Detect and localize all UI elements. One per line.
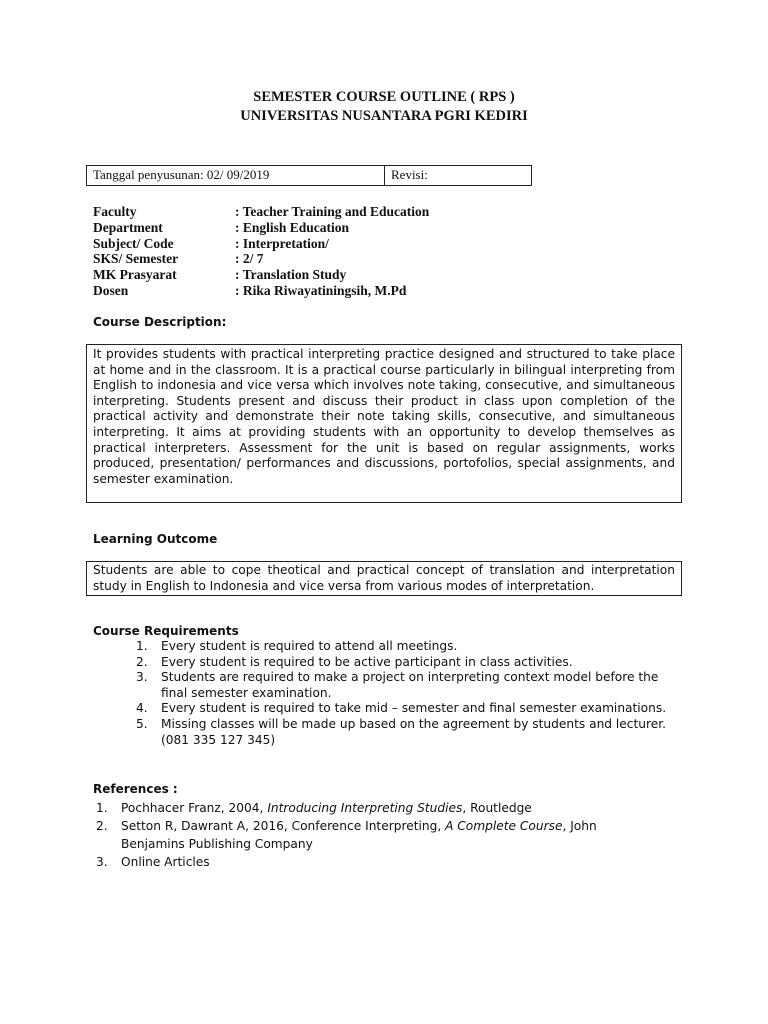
- list-item: [136, 717, 676, 748]
- references-heading: References :: [93, 782, 178, 796]
- info-row-faculty: [93, 204, 429, 220]
- info-row-prerequisite: [93, 267, 429, 283]
- list-text: Every student is required to be active participant in class activities.: [161, 654, 573, 669]
- learning-outcome-box: Students are able to cope theotical and practical concept of translation and interpretation study in English to Indonesia and vice versa from various modes of interpretation.: [86, 561, 682, 596]
- university-name: UNIVERSITAS NUSANTARA PGRI KEDIRI: [240, 108, 528, 124]
- info-row-lecturer: [93, 283, 429, 299]
- reference-text: [121, 800, 532, 818]
- references-list: [96, 800, 656, 871]
- list-item: [96, 854, 656, 872]
- reference-text: [121, 818, 656, 853]
- info-value: : Translation Study: [235, 267, 347, 283]
- list-number: 5.: [136, 716, 148, 731]
- list-item: [136, 670, 676, 701]
- reference-post: , John Benjamins Publishing Company: [121, 819, 597, 851]
- list-number: 2.: [136, 654, 148, 669]
- info-key: Dosen: [93, 282, 129, 298]
- revision-field: Revisi:: [391, 167, 428, 182]
- list-number: 2.: [96, 819, 108, 834]
- list-number: 4.: [136, 701, 148, 716]
- learning-outcome-heading: Learning Outcome: [93, 532, 218, 546]
- info-value: : Interpretation/: [235, 235, 329, 251]
- list-item: [136, 655, 676, 671]
- course-requirements-heading: Course Requirements: [93, 624, 239, 638]
- list-text: Every student is required to attend all meetings.: [161, 639, 458, 653]
- list-item: [136, 701, 676, 717]
- reference-title: A Complete Course: [445, 819, 563, 834]
- reference-pre: Setton R, Dawrant A, 2016, Conference Interpreting,: [121, 819, 446, 834]
- course-info: [93, 204, 429, 299]
- list-number: 1.: [136, 639, 148, 653]
- info-value: : 2/ 7: [235, 251, 264, 267]
- info-key: Subject/ Code: [93, 235, 174, 251]
- list-item: [96, 800, 656, 818]
- info-row-sks: [93, 251, 429, 267]
- info-key: SKS/ Semester: [93, 251, 179, 267]
- compilation-date: Tanggal penyusunan: 02/ 09/2019: [87, 166, 385, 185]
- list-number: 3.: [136, 670, 148, 685]
- list-item: [96, 818, 656, 853]
- list-item: [136, 639, 676, 655]
- info-value: : Rika Riwayatiningsih, M.Pd: [235, 282, 407, 298]
- info-key: Department: [93, 219, 163, 235]
- info-row-subject: [93, 236, 429, 252]
- document-title: SEMESTER COURSE OUTLINE ( RPS ): [253, 89, 515, 105]
- list-number: 3.: [96, 854, 108, 869]
- reference-pre: Online Articles: [121, 854, 210, 869]
- list-text: Missing classes will be made up based on the agreement by students and lecturer. (081 335 127 345): [161, 716, 667, 747]
- info-value: : Teacher Training and Education: [235, 204, 430, 219]
- meta-table: [86, 165, 532, 186]
- list-text: Students are required to make a project on interpreting context model before the final semester examination.: [161, 670, 659, 700]
- reference-text: [121, 854, 210, 872]
- reference-pre: Pochhacer Franz, 2004,: [121, 801, 268, 815]
- info-value: : English Education: [235, 219, 350, 235]
- reference-post: , Routledge: [462, 801, 532, 815]
- list-text: Every student is required to take mid – semester and final semester examinations.: [161, 701, 667, 716]
- info-key: MK Prasyarat: [93, 267, 177, 283]
- course-description-box: It provides students with practical interpreting practice designed and structured to take place at home and in the classroom. It is a practical course particularly in bilingual interpreting from English to indonesia and vice versa which involves note taking, consecutive, and simultaneous interpreting. Students present and discuss their product in class upon completion of the practical activity and demonstrate their note taking skills, consecutive, and simultaneous interpreting. It aims at providing students with an opportunity to develop themselves as practical interpreters. Assessment for the unit is based on regular assignments, works produced, presentation/ performances and discussions, portofolios, special assignments, and semester examination.: [86, 344, 682, 503]
- info-key: Faculty: [93, 204, 137, 219]
- course-description-heading: Course Description:: [93, 315, 227, 329]
- list-number: 1.: [96, 801, 108, 815]
- info-row-department: [93, 220, 429, 236]
- requirements-list: [136, 639, 676, 748]
- reference-title: Introducing Interpreting Studies: [267, 801, 463, 815]
